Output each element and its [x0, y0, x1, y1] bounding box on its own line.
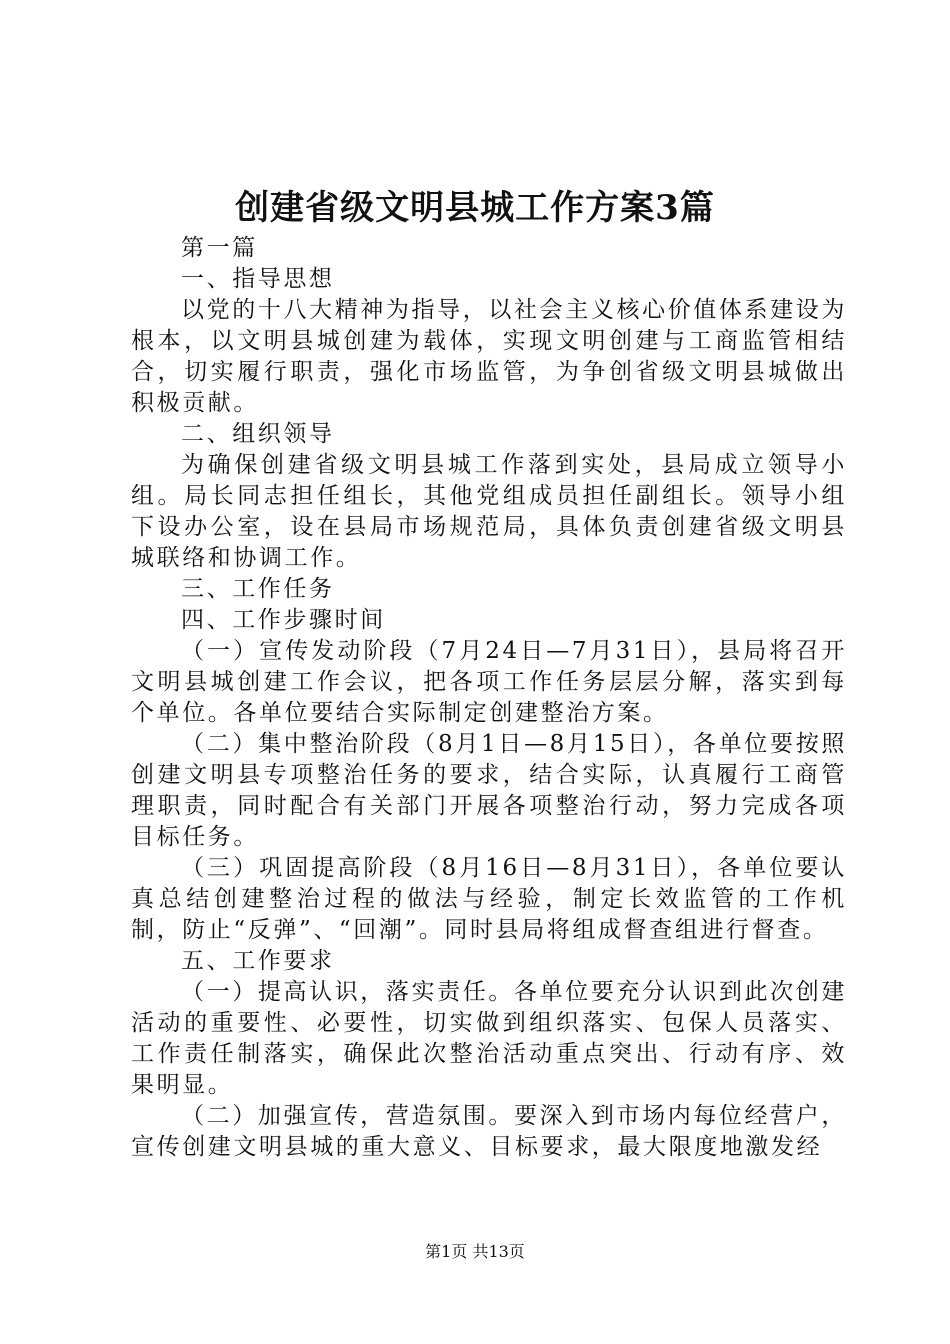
paragraph: 以党的十八大精神为指导，以社会主义核心价值体系建设为根本，以文明县城创建为载体，实现文明创建与工商监管相结合，切实履行职责，强化市场监管，为争创省级文明县城做出积极贡献。: [131, 297, 847, 416]
paragraph: （一）宣传发动阶段（7月24日—7月31日），县局将召开文明县城创建工作会议，把各项工作任务层层分解，落实到每个单位。各单位要结合实际制定创建整治方案。: [131, 638, 847, 726]
paragraph: （二）加强宣传，营造氛围。要深入到市场内每位经营户，宣传创建文明县城的重大意义、目标要求，最大限度地激发经: [131, 1103, 847, 1160]
document-title: 创建省级文明县城工作方案3篇: [235, 188, 715, 228]
paragraph: （三）巩固提高阶段（8月16日—8月31日），各单位要认真总结创建整治过程的做法与经验，制定长效监管的工作机制，防止“反弹”、“回潮”。同时县局将组成督查组进行督查。: [131, 855, 847, 943]
paragraph: 为确保创建省级文明县城工作落到实处，县局成立领导小组。局长同志担任组长，其他党组成员担任副组长。领导小组下设办公室，设在县局市场规范局，具体负责创建省级文明县城联络和协调工作。: [131, 452, 847, 571]
paragraph: 三、工作任务: [181, 576, 335, 602]
paragraph: 二、组织领导: [181, 421, 335, 447]
paragraph: （二）集中整治阶段（8月1日—8月15日），各单位要按照创建文明县专项整治任务的要求，结合实际，认真履行工商管理职责，同时配合有关部门开展各项整治行动，努力完成各项目标任务。: [131, 731, 847, 850]
paragraph: 四、工作步骤时间: [181, 607, 386, 633]
page-footer: 第1页 共13页: [425, 1242, 525, 1261]
paragraph: （一）提高认识，落实责任。各单位要充分认识到此次创建活动的重要性、必要性，切实做到组织落实、包保人员落实、工作责任制落实，确保此次整治活动重点突出、行动有序、效果明显。: [131, 979, 847, 1098]
document-body: [131, 233, 847, 1163]
paragraph: 五、工作要求: [181, 948, 335, 974]
paragraph: 一、指导思想: [181, 266, 335, 292]
paragraph: 第一篇: [181, 235, 258, 261]
